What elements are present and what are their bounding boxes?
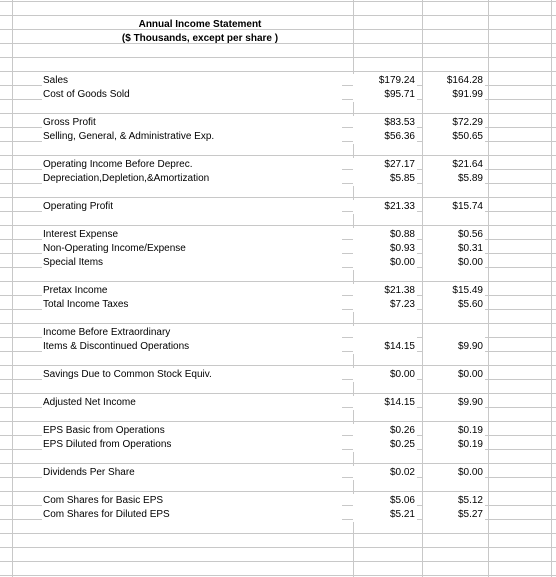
row-label-cell[interactable]: Operating Income Before Deprec. <box>42 158 342 172</box>
value-cell-year-1[interactable]: $0.93 <box>353 242 417 256</box>
value-cell-year-2[interactable]: $0.56 <box>423 228 485 242</box>
value-cell-year-1[interactable]: $0.00 <box>353 368 417 382</box>
row-gridline <box>0 561 556 562</box>
value-cell-year-1[interactable]: $83.53 <box>353 116 417 130</box>
row-label-cell[interactable]: Adjusted Net Income <box>42 396 342 410</box>
value-cell-year-1[interactable]: $21.38 <box>353 284 417 298</box>
value-cell-year-1[interactable]: $5.21 <box>353 508 417 522</box>
value-cell-year-2[interactable]: $5.12 <box>423 494 485 508</box>
row-label-cell[interactable]: Special Items <box>42 256 342 270</box>
row-gridline <box>0 575 556 576</box>
row-gridline <box>0 547 556 548</box>
column-gridline <box>12 0 13 577</box>
value-cell-year-1[interactable] <box>353 326 417 340</box>
value-cell-year-2[interactable]: $72.29 <box>423 116 485 130</box>
report-subtitle[interactable]: ($ Thousands, except per share ) <box>121 33 279 44</box>
value-cell-year-2[interactable]: $0.00 <box>423 368 485 382</box>
row-gridline <box>0 323 556 324</box>
value-cell-year-1[interactable]: $0.02 <box>353 466 417 480</box>
column-gridline <box>551 0 552 577</box>
value-cell-year-1[interactable]: $0.26 <box>353 424 417 438</box>
report-title[interactable]: Annual Income Statement <box>138 19 262 30</box>
value-cell-year-2[interactable]: $0.19 <box>423 438 485 452</box>
value-cell-year-2[interactable]: $5.60 <box>423 298 485 312</box>
row-label-cell[interactable]: Savings Due to Common Stock Equiv. <box>42 368 342 382</box>
row-gridline <box>0 197 556 198</box>
value-cell-year-1[interactable]: $95.71 <box>353 88 417 102</box>
value-cell-year-1[interactable]: $14.15 <box>353 340 417 354</box>
row-label-cell[interactable]: EPS Basic from Operations <box>42 424 342 438</box>
value-cell-year-2[interactable]: $91.99 <box>423 88 485 102</box>
value-cell-year-2[interactable]: $164.28 <box>423 74 485 88</box>
row-label-cell[interactable]: Dividends Per Share <box>42 466 342 480</box>
row-label-cell[interactable]: Gross Profit <box>42 116 342 130</box>
row-gridline <box>0 57 556 58</box>
value-cell-year-2[interactable]: $0.19 <box>423 424 485 438</box>
value-cell-year-2[interactable]: $0.31 <box>423 242 485 256</box>
value-cell-year-2[interactable]: $21.64 <box>423 158 485 172</box>
row-gridline <box>0 281 556 282</box>
row-gridline <box>0 533 556 534</box>
row-label-cell[interactable]: Operating Profit <box>42 200 342 214</box>
row-gridline <box>0 463 556 464</box>
value-cell-year-1[interactable]: $21.33 <box>353 200 417 214</box>
value-cell-year-2[interactable]: $9.90 <box>423 340 485 354</box>
value-cell-year-1[interactable]: $7.23 <box>353 298 417 312</box>
row-label-cell[interactable]: Income Before Extraordinary <box>42 326 342 340</box>
value-cell-year-1[interactable]: $179.24 <box>353 74 417 88</box>
value-cell-year-2[interactable]: $9.90 <box>423 396 485 410</box>
row-label-cell[interactable]: Items & Discontinued Operations <box>42 340 342 354</box>
row-label-cell[interactable]: Interest Expense <box>42 228 342 242</box>
row-gridline <box>0 225 556 226</box>
row-label-cell[interactable]: Cost of Goods Sold <box>42 88 342 102</box>
row-label-cell[interactable]: Total Income Taxes <box>42 298 342 312</box>
value-cell-year-2[interactable]: $5.89 <box>423 172 485 186</box>
row-label-cell[interactable]: Com Shares for Basic EPS <box>42 494 342 508</box>
value-cell-year-1[interactable]: $14.15 <box>353 396 417 410</box>
value-cell-year-1[interactable]: $5.85 <box>353 172 417 186</box>
value-cell-year-2[interactable]: $0.00 <box>423 466 485 480</box>
value-cell-year-1[interactable]: $0.88 <box>353 228 417 242</box>
value-cell-year-2[interactable]: $15.49 <box>423 284 485 298</box>
row-label-cell[interactable]: Sales <box>42 74 342 88</box>
value-cell-year-2[interactable] <box>423 326 485 340</box>
value-cell-year-1[interactable]: $0.25 <box>353 438 417 452</box>
row-label-cell[interactable]: Pretax Income <box>42 284 342 298</box>
value-cell-year-1[interactable]: $56.36 <box>353 130 417 144</box>
row-gridline <box>0 15 556 16</box>
value-cell-year-1[interactable]: $27.17 <box>353 158 417 172</box>
row-gridline <box>0 365 556 366</box>
value-cell-year-2[interactable]: $50.65 <box>423 130 485 144</box>
row-label-cell[interactable]: Non-Operating Income/Expense <box>42 242 342 256</box>
row-label-cell[interactable]: Selling, General, & Administrative Exp. <box>42 130 342 144</box>
row-gridline <box>0 393 556 394</box>
row-gridline <box>0 155 556 156</box>
value-cell-year-1[interactable]: $5.06 <box>353 494 417 508</box>
row-gridline <box>0 491 556 492</box>
value-cell-year-2[interactable]: $15.74 <box>423 200 485 214</box>
value-cell-year-1[interactable]: $0.00 <box>353 256 417 270</box>
value-cell-year-2[interactable]: $0.00 <box>423 256 485 270</box>
row-gridline <box>0 113 556 114</box>
row-gridline <box>0 1 556 2</box>
column-gridline <box>488 0 489 577</box>
row-label-cell[interactable]: Depreciation,Depletion,&Amortization <box>42 172 342 186</box>
row-label-cell[interactable]: Com Shares for Diluted EPS <box>42 508 342 522</box>
row-label-cell[interactable]: EPS Diluted from Operations <box>42 438 342 452</box>
row-gridline <box>0 71 556 72</box>
row-gridline <box>0 421 556 422</box>
value-cell-year-2[interactable]: $5.27 <box>423 508 485 522</box>
